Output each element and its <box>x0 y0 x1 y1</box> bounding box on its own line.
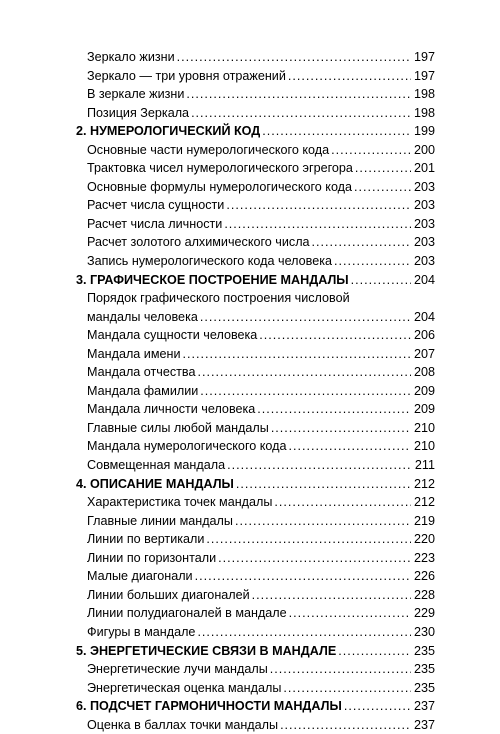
toc-chapter-title: 2. НУМЕРОЛОГИЧЕСКИЙ КОД <box>76 124 261 139</box>
table-of-contents <box>76 48 435 734</box>
dot-leader <box>354 178 411 196</box>
dot-leader <box>288 67 411 85</box>
toc-page-number: 237 <box>413 717 435 732</box>
toc-entry-title: Линии полудиагоналей в мандале <box>87 606 287 621</box>
toc-page-number: 197 <box>413 50 435 64</box>
dot-leader <box>262 122 411 140</box>
toc-page-number: 223 <box>413 550 435 565</box>
toc-page-number: 235 <box>413 643 435 658</box>
toc-page-number: 209 <box>413 402 435 417</box>
toc-entry-title: Мандала фамилии <box>87 383 199 398</box>
toc-entry[interactable] <box>76 252 435 271</box>
dot-leader <box>259 326 411 344</box>
toc-entry-title: Позиция Зеркала <box>87 105 190 120</box>
toc-entry-title: Трактовка чисел нумерологического эгрегора <box>87 161 353 176</box>
toc-page-number: 235 <box>413 662 435 677</box>
dot-leader <box>200 308 411 326</box>
toc-page-number: 229 <box>413 606 435 621</box>
toc-page-number: 201 <box>413 161 435 176</box>
toc-entry[interactable] <box>76 586 435 605</box>
dot-leader <box>271 419 411 437</box>
dot-leader <box>289 604 411 622</box>
toc-entry[interactable] <box>76 104 435 123</box>
toc-entry[interactable] <box>76 456 435 475</box>
dot-leader <box>218 549 411 567</box>
toc-entry-title-continued: мандалы человека <box>87 309 198 324</box>
dot-leader <box>197 623 411 641</box>
toc-entry-title: Мандала отчества <box>87 365 196 380</box>
dot-leader <box>186 85 411 103</box>
toc-entry[interactable] <box>76 48 435 67</box>
toc-entry[interactable] <box>76 289 435 326</box>
toc-entry-title: Главные силы любой мандалы <box>87 420 269 435</box>
dot-leader <box>280 716 411 734</box>
toc-page-number: 203 <box>413 235 435 250</box>
toc-chapter[interactable] <box>76 642 435 661</box>
toc-chapter-title: 4. ОПИСАНИЕ МАНДАЛЫ <box>76 476 234 491</box>
toc-entry[interactable] <box>76 400 435 419</box>
toc-chapter[interactable] <box>76 475 435 494</box>
toc-entry[interactable] <box>76 141 435 160</box>
toc-entry[interactable] <box>76 215 435 234</box>
dot-leader <box>191 104 411 122</box>
toc-entry-title: Линии по вертикали <box>87 532 205 547</box>
toc-entry-title: Совмещенная мандала <box>87 458 226 473</box>
toc-chapter[interactable] <box>76 122 435 141</box>
dot-leader <box>257 400 411 418</box>
toc-page-number: 203 <box>413 216 435 231</box>
toc-entry[interactable] <box>76 660 435 679</box>
toc-entry[interactable] <box>76 604 435 623</box>
toc-page-number: 203 <box>413 254 435 269</box>
toc-chapter-title: 5. ЭНЕРГЕТИЧЕСКИЕ СВЯЗИ В МАНДАЛЕ <box>76 643 337 658</box>
dot-leader <box>334 252 411 270</box>
toc-page-number: 237 <box>413 699 435 714</box>
toc-entry-title: Расчет числа личности <box>87 216 223 231</box>
dot-leader <box>226 196 411 214</box>
toc-page-number: 206 <box>413 328 435 343</box>
toc-page-number: 207 <box>413 346 435 361</box>
dot-leader <box>177 48 411 66</box>
toc-page-number: 210 <box>413 420 435 435</box>
dot-leader <box>331 141 411 159</box>
toc-entry[interactable] <box>76 716 435 734</box>
toc-entry-title: В зеркале жизни <box>87 87 185 102</box>
toc-entry-title: Расчет числа сущности <box>87 198 225 213</box>
toc-entry-title: Фигуры в мандале <box>87 624 196 639</box>
toc-entry-title: Запись нумерологического кода человека <box>87 254 332 269</box>
toc-page-number: 198 <box>413 105 435 120</box>
toc-page-number: 203 <box>413 198 435 213</box>
toc-page-number: 209 <box>413 383 435 398</box>
toc-chapter-title: 6. ПОДСЧЕТ ГАРМОНИЧНОСТИ МАНДАЛЫ <box>76 699 342 714</box>
toc-entry[interactable] <box>76 530 435 549</box>
toc-page-number: 220 <box>413 532 435 547</box>
toc-entry-title: Энергетические лучи мандалы <box>87 662 268 677</box>
toc-entry[interactable] <box>76 679 435 698</box>
dot-leader <box>355 159 411 177</box>
toc-page-number: 210 <box>413 439 435 454</box>
toc-page-number: 226 <box>413 569 435 584</box>
toc-entry-title: Основные формулы нумерологического кода <box>87 179 353 194</box>
toc-entry[interactable] <box>76 363 435 382</box>
toc-page-number: 235 <box>413 680 435 695</box>
dot-leader <box>312 233 411 251</box>
toc-page-number: 197 <box>413 68 435 83</box>
toc-page-number: 199 <box>413 124 435 139</box>
dot-leader <box>344 697 411 715</box>
toc-entry[interactable] <box>76 345 435 364</box>
toc-entry[interactable] <box>76 549 435 568</box>
toc-entry[interactable] <box>76 159 435 178</box>
toc-page-number: 198 <box>413 87 435 102</box>
toc-chapter-title: 3. ГРАФИЧЕСКОЕ ПОСТРОЕНИЕ МАНДАЛЫ <box>76 272 349 287</box>
toc-entry[interactable] <box>76 567 435 586</box>
toc-entry-title: Мандала нумерологического кода <box>87 439 287 454</box>
toc-entry[interactable] <box>76 178 435 197</box>
toc-entry[interactable] <box>76 67 435 86</box>
toc-entry-title: Зеркало — три уровня отражений <box>87 68 286 83</box>
toc-page-number: 203 <box>413 179 435 194</box>
dot-leader <box>270 660 411 678</box>
toc-entry-title: Основные части нумерологического кода <box>87 142 330 157</box>
toc-entry[interactable] <box>76 493 435 512</box>
toc-entry-title: Главные линии мандалы <box>87 513 233 528</box>
dot-leader <box>236 475 411 493</box>
toc-entry-title: Зеркало жизни <box>87 50 175 64</box>
toc-entry-title: Малые диагонали <box>87 569 193 584</box>
toc-entry-title: Линии больших диагоналей <box>87 587 250 602</box>
toc-page-number: 204 <box>413 309 435 324</box>
toc-entry[interactable] <box>76 419 435 438</box>
toc-entry[interactable] <box>76 233 435 252</box>
dot-leader <box>289 437 412 455</box>
toc-entry-title: Энергетическая оценка мандалы <box>87 680 282 695</box>
toc-entry-title: Расчет золотого алхимического числа <box>87 235 310 250</box>
toc-entry[interactable] <box>76 437 435 456</box>
toc-entry[interactable] <box>76 85 435 104</box>
toc-page-number: 212 <box>413 476 435 491</box>
toc-page-number: 204 <box>413 272 435 287</box>
toc-entry[interactable] <box>76 326 435 345</box>
toc-entry-title: Мандала сущности человека <box>87 328 258 343</box>
dot-leader <box>338 642 411 660</box>
dot-leader <box>283 679 411 697</box>
dot-leader <box>197 363 411 381</box>
toc-page-number: 200 <box>413 142 435 157</box>
dot-leader <box>224 215 411 233</box>
toc-page-number: 211 <box>414 458 435 473</box>
toc-page-number: 212 <box>413 495 435 510</box>
dot-leader <box>182 345 411 363</box>
toc-entry[interactable] <box>76 512 435 531</box>
dot-leader <box>235 512 411 530</box>
toc-page-number: 230 <box>413 624 435 639</box>
dot-leader <box>195 567 411 585</box>
dot-leader <box>206 530 411 548</box>
toc-chapter[interactable] <box>76 697 435 716</box>
toc-entry-title: Порядок графического построения числовой <box>87 291 350 306</box>
dot-leader <box>200 382 411 400</box>
toc-chapter[interactable] <box>76 271 435 290</box>
toc-entry[interactable] <box>76 623 435 642</box>
dot-leader <box>252 586 411 604</box>
toc-page-number: 208 <box>413 365 435 380</box>
toc-entry[interactable] <box>76 382 435 401</box>
toc-page-number: 219 <box>413 513 435 528</box>
toc-page-number: 228 <box>413 587 435 602</box>
dot-leader <box>274 493 411 511</box>
dot-leader <box>351 271 411 289</box>
dot-leader <box>227 456 411 474</box>
toc-entry-title: Характеристика точек мандалы <box>87 495 273 510</box>
toc-entry-title: Линии по горизонтали <box>87 550 217 565</box>
toc-entry[interactable] <box>76 196 435 215</box>
toc-entry-title: Мандала личности человека <box>87 402 256 417</box>
toc-entry-title: Мандала имени <box>87 346 181 361</box>
toc-entry-title: Оценка в баллах точки мандалы <box>87 717 279 732</box>
